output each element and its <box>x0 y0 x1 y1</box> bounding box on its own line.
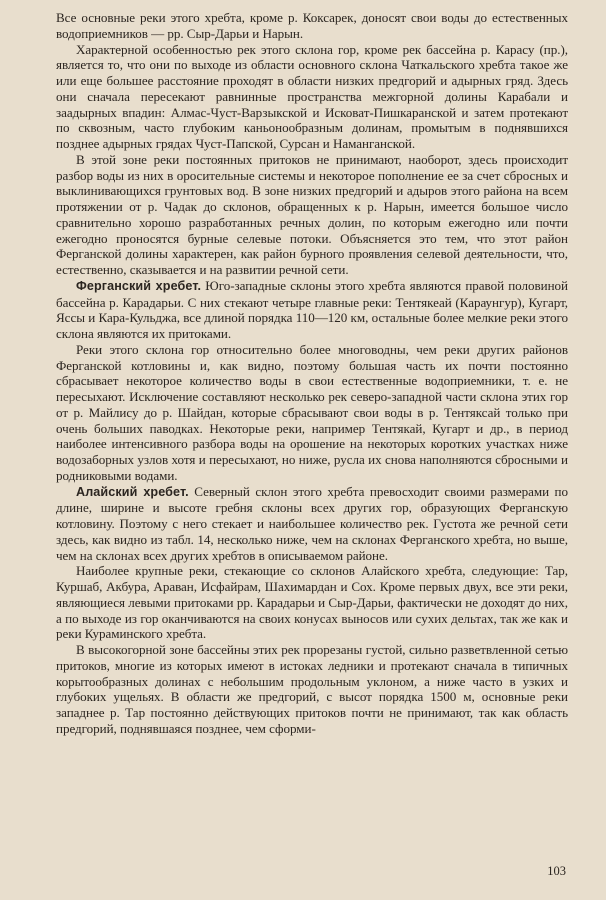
paragraph-text: Все основные реки этого хребта, кроме р. Коксарек, доносят свои воды до естественных водоприемников — рр. Сыр-Дарьи и Нарын. <box>56 10 568 41</box>
paragraph <box>56 342 568 484</box>
paragraph-text: В этой зоне реки постоянных притоков не принимают, наоборот, здесь происходит разбор воды из них в оросительные системы и некоторое пополнение ее за счет сбросных и выклинивающихся грунтовых вод. В зоне низких предгорий и адыров этого района на всем протяжении от р. Чадак до склонов, обращенных к р. Нарын, имеется большое число сравнительно хорошо разработанных речных долин, по которым ежегодно или почти ежегодно проносятся бурные селевые потоки. Объясняется это тем, что этот район Ферганской долины характерен, как район бурного проявления селевой деятельности, что, естественно, сказывается и на развитии речной сети. <box>56 151 568 277</box>
page-number: 103 <box>547 864 566 878</box>
paragraph-text: Характерной особенностью рек этого склона гор, кроме рек бассейна р. Карасу (пр.), является то, что они по выходе из области основного склона Чаткальского хребта такое же или еще большее расстояние проходят в области низких предгорий и адырных гряд. Здесь они сначала пересекают равнинные пространства межгорной долины Карабали и заадырных впадин: Алмас-Чуст-Варзыкской и Исковат-Пишкаранской и затем протекают по сквозным, часто глубоким каньонообразным долинам, промытым в поднявшихся позднее адырных грядах Чуст-Папской, Сурсан и Наманганской. <box>56 41 568 151</box>
paragraph <box>56 563 568 642</box>
paragraph <box>56 42 568 152</box>
paragraph <box>56 484 568 564</box>
paragraph-text: В высокогорной зоне бассейны этих рек прорезаны густой, сильно разветвленной сетью притоков, многие из которых имеют в истоках ледники и протекают сначала в типичных корытообразных долинах с небольшим продольным уклоном, а ниже часто в узких и глубоких ущельях. В области же предгорий, с высот порядка 1500 м, основные реки западнее р. Тар постоянно действующих притоков почти не принимают, так как область предгорий, поднявшаяся позднее, чем сформи- <box>56 642 568 736</box>
page-text <box>56 10 568 737</box>
section-heading: Алайский хребет. <box>76 484 189 499</box>
paragraph <box>56 642 568 737</box>
section-heading: Ферганский хребет. <box>76 278 202 293</box>
paragraph-text: Наиболее крупные реки, стекающие со склонов Алайского хребта, следующие: Тар, Куршаб, Акбура, Араван, Исфайрам, Шахимардан и Сох. Кроме первых двух, все эти реки, являющиеся левыми притоками рр. Карадарьи и Сыр-Дарьи, фактически не доходят до них, а по выходе из гор оканчиваются на своих конусах выносов или сухих дельтах, так же как и реки Кураминского хребта. <box>56 563 568 642</box>
paragraph <box>56 152 568 278</box>
paragraph <box>56 278 568 342</box>
paragraph-text: Северный склон этого хребта превосходит своими размерами по длине, ширине и высоте гребня склоны всех других гор, образующих Ферганскую котловину. Поэтому с него стекает и наибольшее количество рек. Густота же речной сети здесь, как видно из табл. 14, несколько ниже, чем на склонах Ферганского хребта, но выше, чем на склонах всех других хребтов в описываемом районе. <box>56 483 568 563</box>
paragraph-text: Реки этого склона гор относительно более многоводны, чем реки других районов Ферганской котловины и, как видно, поэтому большая часть их почти постоянно сбрасывает некоторое количество воды в свои естественные водоприемники, т. е. не пересыхают. Исключение составляют несколько рек северо-западной части склона этих гор от р. Майлису до р. Шайдан, которые сбрасывают свои воды в р. Тентяксай только при очень больших паводках. Некоторые реки, например Тентякай, Кугарт и др., в период наиболее интенсивного разбора воды на орошение на некоторых коротких участках ниже водозаборных узлов хотя и пересыхают, но ниже, русла их снова наполняются сбросными и родниковыми водами. <box>56 341 568 483</box>
paragraph <box>56 10 568 42</box>
paragraph-text: Юго-западные склоны этого хребта являются правой половиной бассейна р. Карадарьи. С них стекают четыре главные реки: Тентякеай (Караунгур), Кугарт, Яссы и Кара-Кульджа, все длиной порядка 110—120 км, остальные более мелкие реки этого склона являются их притоками. <box>56 277 568 341</box>
